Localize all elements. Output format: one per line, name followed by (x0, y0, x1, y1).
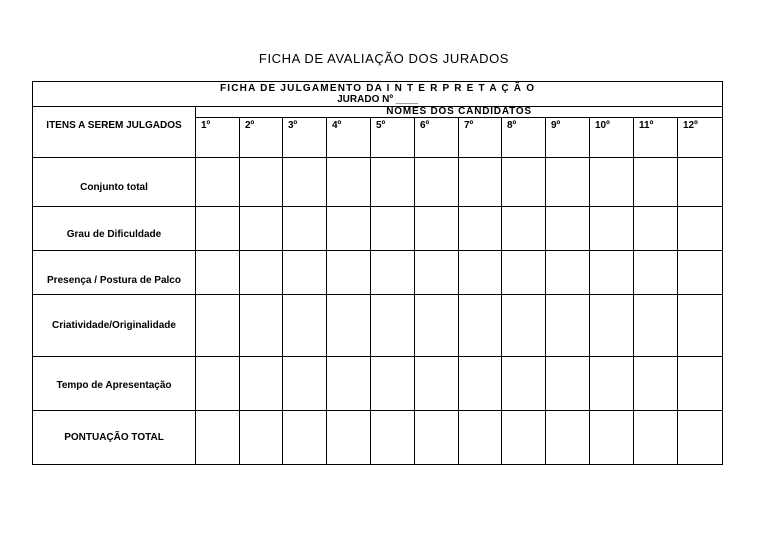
candidate-col-9: 9º (546, 118, 590, 158)
score-cell[interactable] (590, 295, 634, 357)
score-cell[interactable] (196, 251, 240, 295)
score-cell[interactable] (371, 207, 415, 251)
score-cell[interactable] (283, 357, 327, 411)
empty-corner-cell (33, 107, 196, 118)
score-cell[interactable] (240, 357, 283, 411)
score-cell[interactable] (678, 207, 723, 251)
score-cell[interactable] (634, 357, 678, 411)
score-cell[interactable] (283, 251, 327, 295)
score-cell[interactable] (327, 207, 371, 251)
score-cell[interactable] (590, 357, 634, 411)
candidate-col-8: 8º (502, 118, 546, 158)
form-heading: FICHA DE JULGAMENTO DA I N T E R P R E T A Ç Ã O (219, 83, 536, 94)
candidate-col-7: 7º (459, 118, 502, 158)
score-cell[interactable] (502, 158, 546, 207)
score-cell[interactable] (196, 411, 240, 465)
score-cell[interactable] (502, 357, 546, 411)
score-cell[interactable] (590, 251, 634, 295)
score-cell[interactable] (502, 207, 546, 251)
criterion-label: Criatividade/Originalidade (33, 295, 196, 357)
judge-number-field[interactable]: JURADO Nº ____ (337, 94, 419, 105)
candidate-col-1: 1º (196, 118, 240, 158)
score-cell[interactable] (459, 357, 502, 411)
score-cell[interactable] (546, 158, 590, 207)
score-cell[interactable] (502, 295, 546, 357)
candidates-title: NOMES DOS CANDIDATOS (196, 107, 723, 118)
score-cell[interactable] (459, 158, 502, 207)
score-cell[interactable] (590, 207, 634, 251)
candidate-col-2: 2º (240, 118, 283, 158)
table-row (33, 207, 723, 251)
score-cell[interactable] (634, 411, 678, 465)
score-cell[interactable] (371, 251, 415, 295)
candidate-col-12: 12º (678, 118, 723, 158)
score-cell[interactable] (196, 207, 240, 251)
criterion-label: Presença / Postura de Palco (33, 251, 196, 295)
score-cell[interactable] (546, 295, 590, 357)
score-cell[interactable] (546, 207, 590, 251)
score-cell[interactable] (240, 158, 283, 207)
column-header-row (33, 118, 723, 158)
table-row (33, 295, 723, 357)
score-cell[interactable] (546, 411, 590, 465)
score-cell[interactable] (240, 295, 283, 357)
score-cell[interactable] (459, 295, 502, 357)
candidate-col-11: 11º (634, 118, 678, 158)
score-cell[interactable] (283, 411, 327, 465)
score-cell[interactable] (415, 158, 459, 207)
candidate-col-10: 10º (590, 118, 634, 158)
table-row (33, 251, 723, 295)
score-cell[interactable] (196, 295, 240, 357)
score-cell[interactable] (678, 411, 723, 465)
score-cell[interactable] (240, 207, 283, 251)
candidate-col-4: 4º (327, 118, 371, 158)
score-cell[interactable] (678, 295, 723, 357)
score-cell[interactable] (546, 251, 590, 295)
score-cell[interactable] (283, 158, 327, 207)
score-cell[interactable] (371, 357, 415, 411)
candidate-col-6: 6º (415, 118, 459, 158)
criterion-label: PONTUAÇÃO TOTAL (33, 411, 196, 465)
score-cell[interactable] (283, 295, 327, 357)
criterion-label: Grau de Dificuldade (33, 207, 196, 251)
score-cell[interactable] (415, 207, 459, 251)
score-cell[interactable] (240, 251, 283, 295)
score-cell[interactable] (459, 251, 502, 295)
score-cell[interactable] (634, 251, 678, 295)
score-cell[interactable] (678, 357, 723, 411)
score-cell[interactable] (371, 158, 415, 207)
criterion-label: Tempo de Apresentação (33, 357, 196, 411)
score-cell[interactable] (590, 158, 634, 207)
score-cell[interactable] (634, 295, 678, 357)
score-cell[interactable] (327, 158, 371, 207)
score-cell[interactable] (502, 411, 546, 465)
table-row (33, 357, 723, 411)
criterion-label: Conjunto total (33, 158, 196, 207)
score-cell[interactable] (327, 295, 371, 357)
score-cell[interactable] (590, 411, 634, 465)
score-cell[interactable] (546, 357, 590, 411)
score-cell[interactable] (415, 411, 459, 465)
score-cell[interactable] (196, 158, 240, 207)
judging-table (32, 81, 723, 465)
page-title: FICHA DE AVALIAÇÃO DOS JURADOS (258, 51, 510, 66)
score-cell[interactable] (634, 158, 678, 207)
form-heading-cell (33, 82, 723, 107)
items-header: ITENS A SEREM JULGADOS (33, 118, 196, 158)
score-cell[interactable] (415, 295, 459, 357)
score-cell[interactable] (240, 411, 283, 465)
table-row (33, 411, 723, 465)
score-cell[interactable] (371, 295, 415, 357)
score-cell[interactable] (502, 251, 546, 295)
score-cell[interactable] (327, 357, 371, 411)
score-cell[interactable] (634, 207, 678, 251)
score-cell[interactable] (196, 357, 240, 411)
score-cell[interactable] (678, 158, 723, 207)
candidates-title-row (33, 107, 723, 118)
score-cell[interactable] (459, 207, 502, 251)
score-cell[interactable] (459, 411, 502, 465)
score-cell[interactable] (415, 251, 459, 295)
score-cell[interactable] (283, 207, 327, 251)
score-cell[interactable] (327, 251, 371, 295)
score-cell[interactable] (327, 411, 371, 465)
score-cell[interactable] (415, 357, 459, 411)
candidate-col-5: 5º (371, 118, 415, 158)
score-cell[interactable] (371, 411, 415, 465)
score-cell[interactable] (678, 251, 723, 295)
table-row (33, 158, 723, 207)
table-header-row (33, 82, 723, 107)
candidate-col-3: 3º (283, 118, 327, 158)
